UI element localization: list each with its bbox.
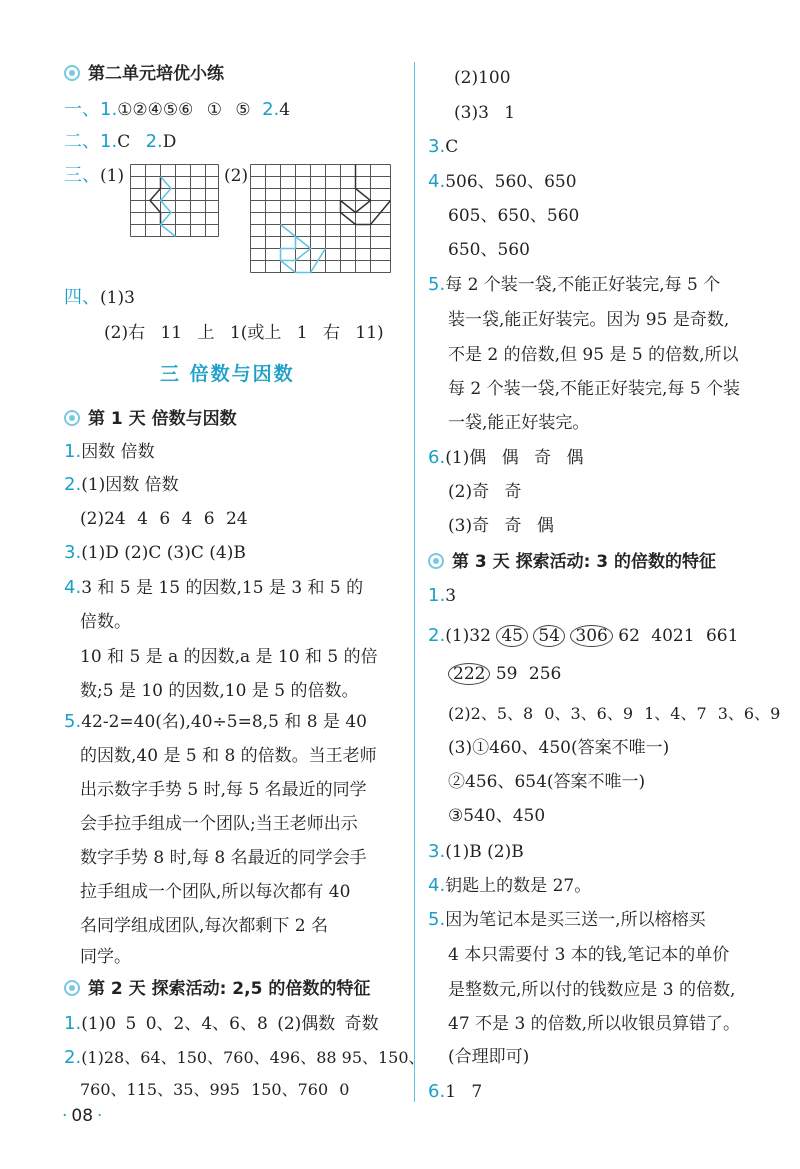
r-item5-c: 不是 2 的倍数,但 95 是 5 的倍数,所以 (448, 345, 739, 365)
r-item6: 6.(1)偶 偶 奇 偶 (428, 447, 584, 468)
day1-item4-c: 10 和 5 是 a 的因数,a 是 10 和 5 的倍 (80, 647, 378, 667)
unit2-q3: 三、(1) (64, 165, 125, 186)
day3-item2: 2.(1)32 45 54 306 62 4021 661 (428, 625, 739, 646)
r-item4-c: 650、560 (448, 240, 530, 260)
r-item2-c: (3)3 1 (454, 103, 516, 123)
column-divider (414, 62, 415, 1102)
grid-figure-2 (250, 164, 395, 274)
unit2-q4: 四、(1)3 (64, 287, 135, 308)
day1-item5-c: 出示数字手势 5 时,每 5 名最近的同学 (80, 780, 367, 800)
circle-bullet-icon (64, 980, 80, 996)
day1-item1: 1.因数 倍数 (64, 441, 155, 462)
r-item2-b: (2)100 (454, 68, 511, 88)
day3-item1: 1.3 (428, 585, 457, 606)
r-item6-c: (3)奇 奇 偶 (448, 516, 554, 536)
day3-item4: 4.钥匙上的数是 27。 (428, 875, 592, 896)
r-item5-e: 一袋,能正好装完。 (448, 413, 590, 433)
day3-title: 第 3 天 探索活动: 3 的倍数的特征 (428, 550, 716, 574)
r-item4-b: 605、650、560 (448, 206, 580, 226)
day1-item5-h: 同学。 (80, 947, 131, 967)
circled-answer: 222 (448, 663, 490, 685)
r-item5-d: 每 2 个装一袋,不能正好装完,每 5 个装 (448, 379, 741, 399)
day1-item4-b: 倍数。 (80, 612, 131, 632)
day3-item2-d: (3)①460、450(答案不唯一) (448, 738, 670, 758)
day2-item2-b: 760、115、35、995 150、760 0 (80, 1080, 350, 1099)
circled-answer: 45 (496, 625, 528, 647)
day1-item4-d: 数;5 是 10 的因数,10 是 5 的倍数。 (80, 681, 359, 701)
day3-item2-f: ③540、450 (448, 806, 546, 826)
day3-item2-e: ②456、654(答案不唯一) (448, 772, 646, 792)
day1-item5: 5.42-2=40(名),40÷5=8,5 和 8 是 40 (64, 711, 367, 732)
day1-item2-b: (2)24 4 6 4 6 24 (80, 509, 248, 529)
day1-item5-g: 名同学组成团队,每次都剩下 2 名 (80, 916, 329, 936)
day1-item2: 2.(1)因数 倍数 (64, 474, 179, 495)
day3-item5: 5.因为笔记本是买三送一,所以榕榕买 (428, 909, 706, 930)
day2-item2: 2.(1)28、64、150、760、496、88 95、150、 (64, 1047, 425, 1068)
r-item6-b: (2)奇 奇 (448, 482, 522, 502)
unit2-section-title: 第二单元培优小练 (64, 62, 224, 86)
day3-item5-d: 47 不是 3 的倍数,所以收银员算错了。 (448, 1014, 741, 1034)
day1-item4: 4.3 和 5 是 15 的因数,15 是 3 和 5 的 (64, 577, 364, 598)
day3-item5-b: 4 本只需要付 3 本的钱,笔记本的单价 (448, 945, 730, 965)
unit3-title: 三 倍数与因数 (160, 363, 295, 385)
day1-item5-d: 会手拉手组成一个团队;当王老师出示 (80, 814, 358, 834)
day3-item2-c: (2)2、5、8 0、3、6、9 1、4、7 3、6、9 (448, 704, 781, 723)
unit2-q4-a2: (2)右 11 上 1(或上 1 右 11) (104, 323, 384, 343)
circled-answer: 306 (570, 625, 612, 647)
day1-title: 第 1 天 倍数与因数 (64, 407, 237, 431)
circle-bullet-icon (428, 553, 444, 569)
day1-item5-f: 拉手组成一个团队,所以每次都有 40 (80, 882, 351, 902)
unit2-q2: 二、1.C 2.D (64, 131, 177, 152)
page-number: · 08 · (62, 1106, 103, 1126)
circle-bullet-icon (64, 65, 80, 81)
day3-item6: 6.1 7 (428, 1081, 483, 1102)
day3-item5-e: (合理即可) (448, 1047, 530, 1067)
day2-title: 第 2 天 探索活动: 2,5 的倍数的特征 (64, 977, 370, 1001)
circle-bullet-icon (64, 410, 80, 426)
circled-answer: 54 (533, 625, 565, 647)
unit2-q3-part2-label: (2) (224, 166, 249, 186)
day2-item1: 1.(1)0 5 0、2、4、6、8 (2)偶数 奇数 (64, 1013, 379, 1034)
grid-figure-1 (130, 164, 220, 239)
day3-item5-c: 是整数元,所以付的钱数应是 3 的倍数, (448, 980, 736, 1000)
r-item5: 5.每 2 个装一袋,不能正好装完,每 5 个 (428, 274, 721, 295)
day3-item2-b: 222 59 256 (448, 662, 561, 686)
day3-item3: 3.(1)B (2)B (428, 841, 524, 862)
figure-reflected-shape (161, 177, 176, 237)
r-item5-b: 装一袋,能正好装完。因为 95 是奇数, (448, 310, 730, 330)
day1-item3: 3.(1)D (2)C (3)C (4)B (64, 542, 246, 563)
day1-item5-b: 的因数,40 是 5 和 8 的倍数。当王老师 (80, 746, 377, 766)
unit2-q1: 一、1.①②④⑤⑥ ① ⑤ 2.4 (64, 99, 291, 120)
r-item3: 3.C (428, 136, 459, 157)
r-item4: 4.506、560、650 (428, 171, 577, 192)
day1-item5-e: 数字手势 8 时,每 8 名最近的同学会手 (80, 848, 367, 868)
